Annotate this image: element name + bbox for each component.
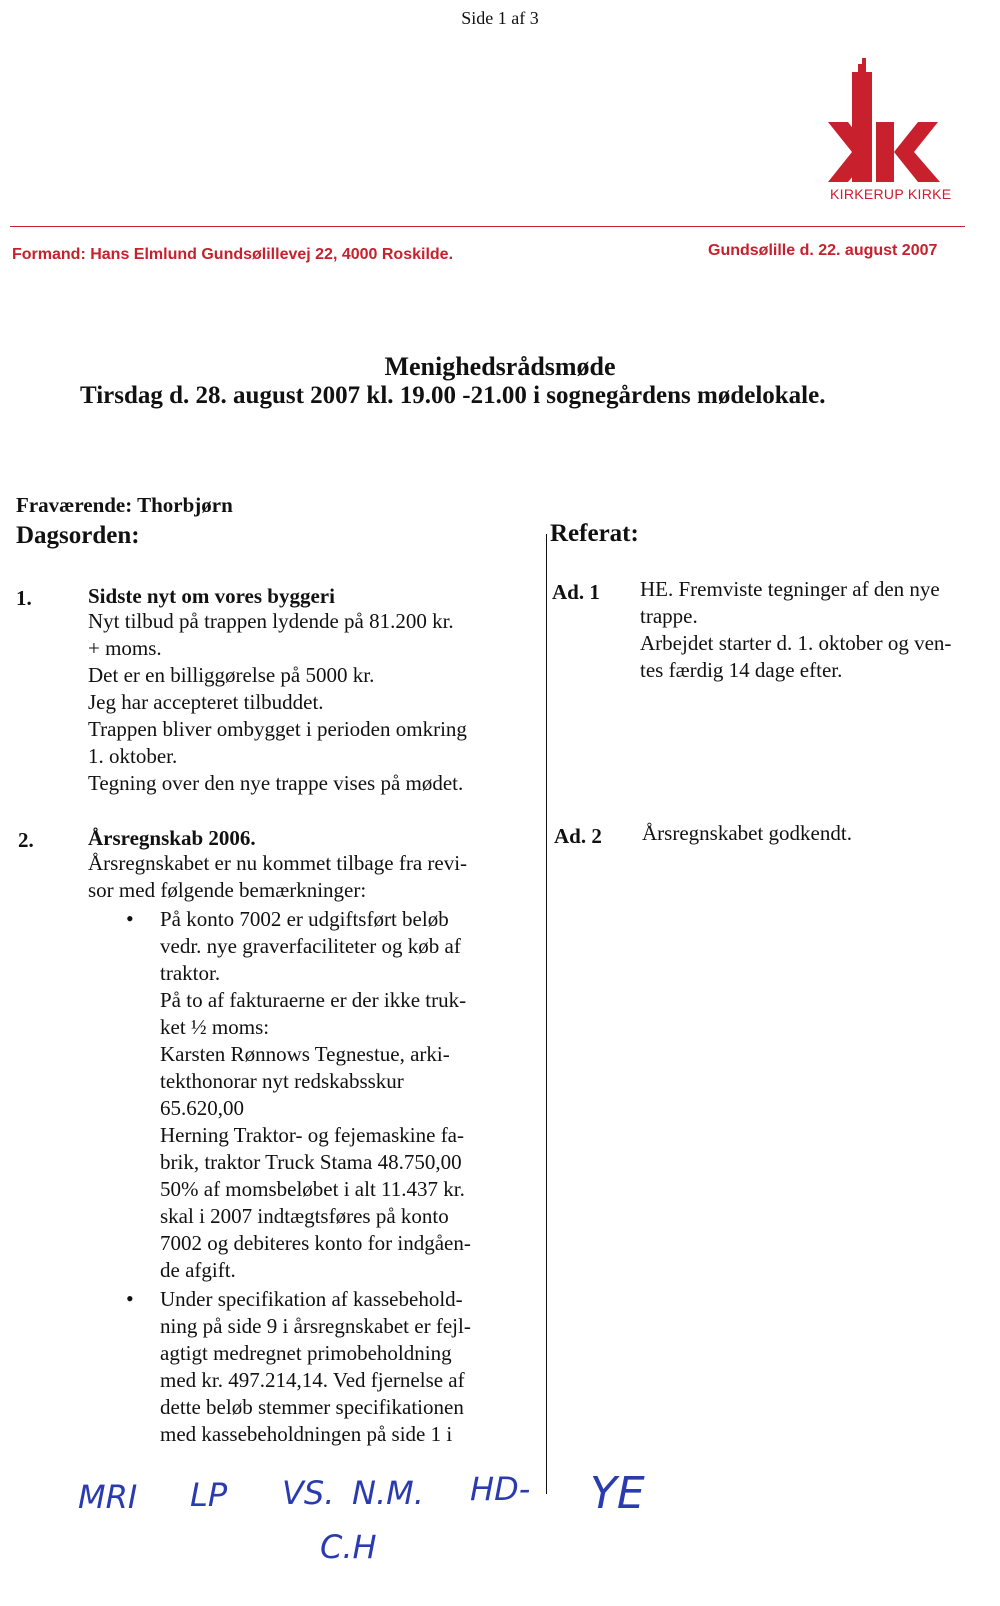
bullet-line: På konto 7002 er udgiftsført beløb [160,907,449,931]
referat-line: Årsregnskabet godkendt. [642,821,852,845]
body-line: Årsregnskabet er nu kommet tilbage fra revi- [88,851,468,875]
bullet-line: ning på side 9 i årsregnskabet er fejl- [160,1314,471,1338]
bullet-line: Under specifikation af kassebehold- [160,1287,463,1311]
handwritten-initials: C.H [320,1528,377,1566]
header-divider [10,226,965,227]
item-body [88,850,467,904]
bullet-icon: • [126,1286,134,1311]
bullet-line: med kassebeholdningen på side 1 i [160,1422,453,1446]
bullet-line: 50% af momsbeløbet i alt 11.437 kr. [160,1177,465,1201]
bullet-line: ket ½ moms: [160,1015,270,1039]
referat-line: tes færdig 14 dage efter. [640,658,843,682]
referat-body [640,576,951,684]
handwritten-initials: YE [590,1468,645,1519]
item-body [88,608,467,797]
bullet-line: dette beløb stemmer specifikationen [160,1395,464,1419]
bullet-line: På to af fakturaerne er der ikke truk- [160,988,467,1012]
bullet-line: de afgift. [160,1258,236,1282]
referat-heading: Referat: [550,520,639,547]
bullet-line: Herning Traktor- og fejemaskine fa- [160,1123,464,1147]
logo-text: KIRKERUP KIRKE [830,186,952,202]
bullet-line: tekthonorar nyt redskabsskur [160,1069,404,1093]
handwritten-initials: MRI [78,1478,138,1516]
bullet-text [160,1286,471,1448]
body-line: Nyt tilbud på trappen lydende på 81.200 kr. [88,609,454,633]
handwritten-initials: LP [190,1476,228,1514]
bullet-line: Karsten Rønnows Tegnestue, arki- [160,1042,450,1066]
referat-body [642,820,852,847]
bullet-line: skal i 2007 indtægtsføres på konto [160,1204,449,1228]
bullet-line: agtigt medregnet primobeholdning [160,1341,452,1365]
meeting-title: Menighedsrådsmøde [384,352,616,381]
body-line: 1. oktober. [88,744,178,768]
bullet-line: traktor. [160,961,221,985]
meeting-subtitle: Tirsdag d. 28. august 2007 kl. 19.00 -21.00 i sognegårdens mødelokale. [80,382,826,409]
handwritten-initials: N.M. [352,1474,424,1512]
item-number: 2. [18,828,34,852]
handwritten-initials: VS. [282,1474,335,1512]
referat-line: HE. Fremviste tegninger af den nye [640,577,940,601]
body-line: Trappen bliver ombygget i perioden omkring [88,717,467,741]
referat-line: Arbejdet starter d. 1. oktober og ven- [640,631,952,655]
referat-label: Ad. 1 [552,580,600,604]
body-line: Jeg har accepteret tilbuddet. [88,690,324,714]
body-line: Det er en billiggørelse på 5000 kr. [88,663,375,687]
chairman-line: Formand: Hans Elmlund Gundsølillevej 22, 4000 Roskilde. [12,246,454,263]
body-line: Tegning over den nye trappe vises på mødet. [88,771,464,795]
letter-date: Gundsølille d. 22. august 2007 [708,242,938,259]
referat-line: trappe. [640,604,698,628]
bullet-text [160,906,471,1284]
absent-line: Fraværende: Thorbjørn [16,493,233,517]
page-number: Side 1 af 3 [461,8,539,28]
handwritten-initials: HD- [470,1470,531,1508]
bullet-line: vedr. nye graverfaciliteter og køb af [160,934,461,958]
bullet-line: med kr. 497.214,14. Ved fjernelse af [160,1368,465,1392]
item-number: 1. [16,586,32,610]
referat-label: Ad. 2 [554,824,602,848]
bullet-line: 65.620,00 [160,1096,244,1120]
bullet-line: 7002 og debiteres konto for indgåen- [160,1231,471,1255]
body-line: + moms. [88,636,162,660]
body-line: sor med følgende bemærkninger: [88,878,367,902]
column-divider [546,534,547,1494]
agenda-heading: Dagsorden: [16,522,140,549]
item-heading: Årsregnskab 2006. [88,826,256,850]
item-heading: Sidste nyt om vores byggeri [88,584,335,608]
bullet-icon: • [126,906,134,931]
bullet-line: brik, traktor Truck Stama 48.750,00 [160,1150,462,1174]
